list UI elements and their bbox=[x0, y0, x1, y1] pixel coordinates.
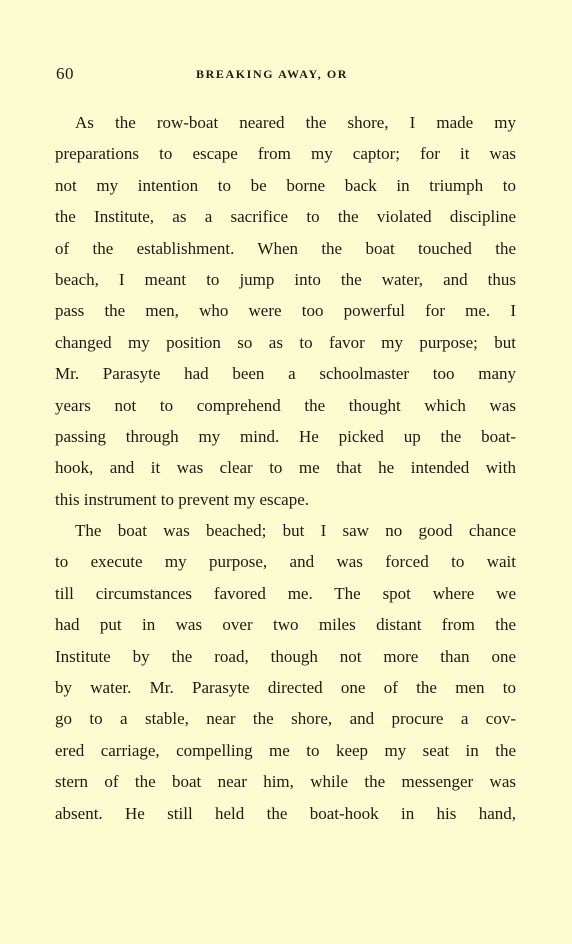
text-line: The boat was beached; but I saw no good chance bbox=[75, 521, 516, 541]
text-line: pass the men, who were too powerful for me. I bbox=[55, 301, 516, 321]
text-line: stern of the boat near him, while the messenger was bbox=[55, 772, 516, 792]
text-line: hook, and it was clear to me that he intended with bbox=[55, 458, 516, 478]
paragraph-1 bbox=[55, 107, 516, 515]
text-line: had put in was over two miles distant from the bbox=[55, 615, 516, 635]
text-line: preparations to escape from my captor; for it was bbox=[55, 144, 516, 164]
text-line: Institute by the road, though not more than one bbox=[55, 646, 516, 666]
text-line: to execute my purpose, and was forced to wait bbox=[55, 552, 516, 572]
text-line: the Institute, as a sacrifice to the violated discipline bbox=[55, 207, 516, 227]
text-line: years not to comprehend the thought which was bbox=[55, 395, 516, 415]
text-line: As the row-boat neared the shore, I made my bbox=[75, 113, 516, 132]
text-line: absent. He still held the boat-hook in his hand, bbox=[55, 803, 516, 823]
text-line: till circumstances favored me. The spot where we bbox=[55, 583, 516, 603]
text-line: not my intention to be borne back in triumph to bbox=[55, 175, 516, 195]
page-header bbox=[56, 64, 516, 88]
text-line: changed my position so as to favor my purpose; but bbox=[55, 332, 516, 352]
text-line: this instrument to prevent my escape. bbox=[55, 489, 309, 509]
running-head: BREAKING AWAY, OR bbox=[196, 67, 349, 81]
text-line: passing through my mind. He picked up the boat- bbox=[55, 426, 516, 446]
text-line: Mr. Parasyte had been a schoolmaster too many bbox=[55, 364, 516, 384]
text-line: by water. Mr. Parasyte directed one of the men to bbox=[55, 678, 516, 698]
paragraph-2 bbox=[55, 515, 516, 829]
page-number: 60 bbox=[56, 64, 74, 83]
text-line: ered carriage, compelling me to keep my seat in the bbox=[55, 740, 516, 760]
text-line: beach, I meant to jump into the water, and thus bbox=[55, 269, 516, 289]
body-text bbox=[55, 107, 516, 829]
text-line: go to a stable, near the shore, and procure a cov- bbox=[55, 709, 516, 729]
text-line: of the establishment. When the boat touched the bbox=[55, 238, 516, 258]
